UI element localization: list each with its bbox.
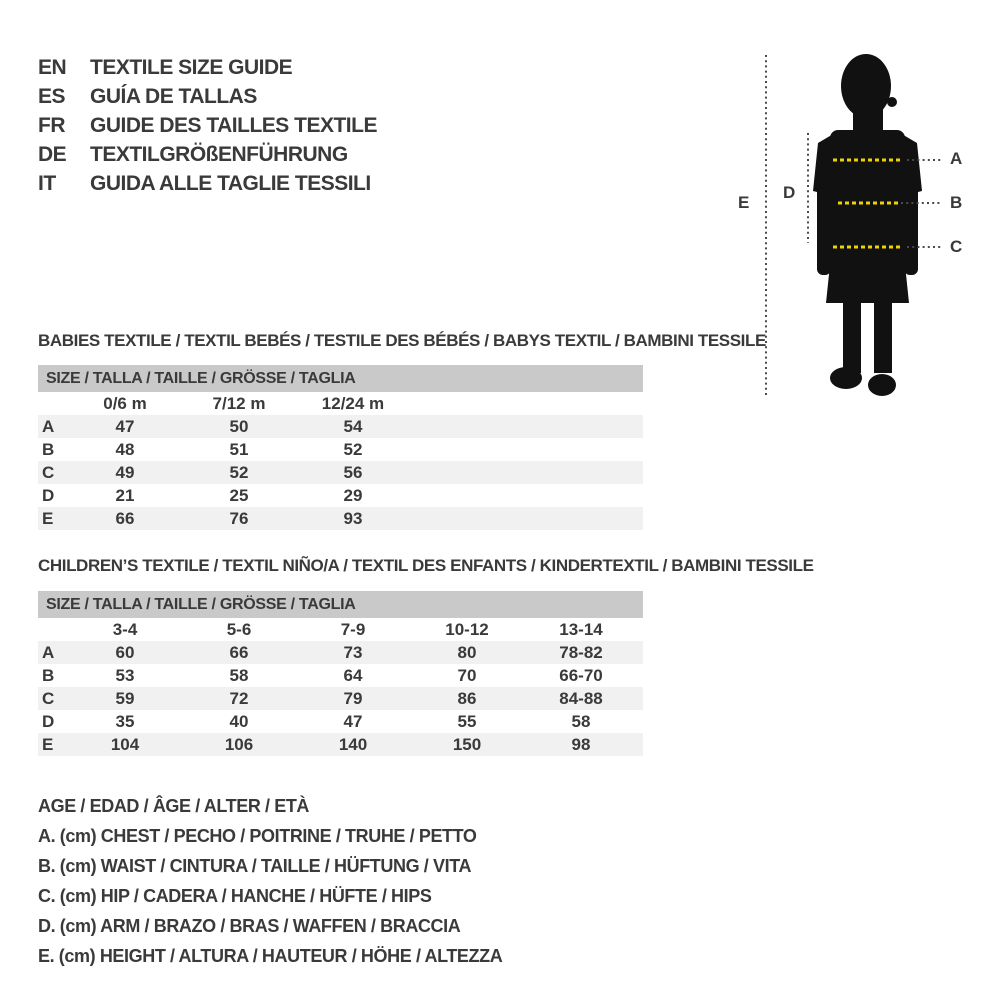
measurement-legend bbox=[38, 791, 502, 971]
table-cell: 56 bbox=[343, 463, 363, 482]
empty-cell bbox=[38, 392, 68, 415]
column-header: 7/12 m bbox=[212, 394, 266, 413]
label-height: E bbox=[738, 193, 750, 212]
guide-title: TEXTILE SIZE GUIDE bbox=[90, 56, 293, 79]
table-row bbox=[38, 641, 643, 664]
table-cell: 47 bbox=[115, 417, 135, 436]
language-title-list bbox=[38, 53, 377, 198]
language-row bbox=[38, 111, 377, 140]
table-cell: 54 bbox=[343, 417, 363, 436]
legend-hip: C. (cm) HIP / CADERA / HANCHE / HÜFTE / HIPS bbox=[38, 886, 432, 906]
table-cell: 55 bbox=[457, 712, 477, 731]
table-row bbox=[38, 461, 643, 484]
guide-title: GUIDA ALLE TAGLIE TESSILI bbox=[90, 172, 371, 195]
table-cell: 25 bbox=[229, 486, 249, 505]
guide-title: TEXTILGRÖßENFÜHRUNG bbox=[90, 143, 348, 166]
table-cell: 93 bbox=[343, 509, 363, 528]
legend-chest: A. (cm) CHEST / PECHO / POITRINE / TRUHE / PETTO bbox=[38, 826, 477, 846]
table-cell: 52 bbox=[343, 440, 363, 459]
row-label: C bbox=[42, 463, 55, 482]
label-hip: C bbox=[950, 237, 963, 256]
row-label: D bbox=[42, 486, 55, 505]
table-cell: 66 bbox=[115, 509, 135, 528]
table-cell: 47 bbox=[343, 712, 363, 731]
table-row bbox=[38, 415, 643, 438]
children-section-title: CHILDREN’S TEXTILE / TEXTIL NIÑO/A / TEXTIL DES ENFANTS / KINDERTEXTIL / BAMBINI TESSILE bbox=[38, 556, 814, 575]
empty-cell bbox=[38, 618, 68, 641]
table-cell: 52 bbox=[229, 463, 249, 482]
table-row bbox=[38, 507, 643, 530]
table-cell: 66 bbox=[229, 643, 249, 662]
table-row bbox=[38, 710, 643, 733]
column-header: 12/24 m bbox=[321, 394, 385, 413]
table-cell: 79 bbox=[343, 689, 363, 708]
column-header-row bbox=[38, 618, 643, 641]
language-code: IT bbox=[38, 172, 56, 195]
table-cell: 58 bbox=[229, 666, 249, 685]
table-cell: 51 bbox=[229, 440, 249, 459]
column-header: 3-4 bbox=[112, 620, 138, 639]
table-cell: 150 bbox=[452, 735, 482, 754]
children-size-table bbox=[38, 591, 643, 756]
language-code: EN bbox=[38, 56, 67, 79]
column-header: 0/6 m bbox=[103, 394, 147, 413]
table-cell: 53 bbox=[115, 666, 135, 685]
table-cell: 140 bbox=[338, 735, 368, 754]
table-cell: 76 bbox=[229, 509, 249, 528]
table-row bbox=[38, 733, 643, 756]
table-cell: 58 bbox=[571, 712, 591, 731]
table-cell: 64 bbox=[343, 666, 363, 685]
row-label: A bbox=[42, 417, 55, 436]
table-cell: 66-70 bbox=[559, 666, 603, 685]
child-silhouette-icon bbox=[813, 54, 922, 396]
table-cell: 59 bbox=[115, 689, 135, 708]
language-code: ES bbox=[38, 85, 66, 108]
table-row bbox=[38, 438, 643, 461]
row-label: D bbox=[42, 712, 55, 731]
table-cell: 40 bbox=[229, 712, 249, 731]
table-row bbox=[38, 664, 643, 687]
language-row bbox=[38, 169, 377, 198]
legend-waist: B. (cm) WAIST / CINTURA / TAILLE / HÜFTUNG / VITA bbox=[38, 856, 472, 876]
table-cell: 98 bbox=[571, 735, 591, 754]
guide-title: GUÍA DE TALLAS bbox=[90, 85, 257, 108]
table-cell: 48 bbox=[115, 440, 135, 459]
column-header: 10-12 bbox=[445, 620, 489, 639]
row-label: A bbox=[42, 643, 55, 662]
column-header: 7-9 bbox=[340, 620, 366, 639]
measurement-figure bbox=[735, 45, 995, 407]
table-cell: 106 bbox=[224, 735, 254, 754]
language-row bbox=[38, 82, 377, 111]
row-label: E bbox=[42, 509, 54, 528]
table-cell: 35 bbox=[115, 712, 135, 731]
row-label: B bbox=[42, 666, 55, 685]
legend-age: AGE / EDAD / ÂGE / ALTER / ETÀ bbox=[38, 796, 310, 816]
legend-arm: D. (cm) ARM / BRAZO / BRAS / WAFFEN / BRACCIA bbox=[38, 916, 461, 936]
table-cell: 29 bbox=[343, 486, 363, 505]
table-row bbox=[38, 687, 643, 710]
table-cell: 84-88 bbox=[559, 689, 603, 708]
column-header: 13-14 bbox=[559, 620, 603, 639]
table-cell: 73 bbox=[343, 643, 363, 662]
table-cell: 78-82 bbox=[559, 643, 603, 662]
table-cell: 49 bbox=[115, 463, 135, 482]
table-cell: 104 bbox=[110, 735, 140, 754]
language-row bbox=[38, 140, 377, 169]
row-label: E bbox=[42, 735, 54, 754]
label-arm: D bbox=[783, 183, 796, 202]
table-cell: 72 bbox=[229, 689, 249, 708]
table-cell: 50 bbox=[229, 417, 249, 436]
language-code: FR bbox=[38, 114, 65, 137]
table-cell: 21 bbox=[115, 486, 135, 505]
column-header: 5-6 bbox=[226, 620, 252, 639]
size-header-bar: SIZE / TALLA / TAILLE / GRÖSSE / TAGLIA bbox=[38, 365, 643, 392]
label-waist: B bbox=[950, 193, 963, 212]
babies-size-table bbox=[38, 365, 643, 530]
language-code: DE bbox=[38, 143, 67, 166]
language-row bbox=[38, 53, 377, 82]
column-header-row bbox=[38, 392, 643, 415]
size-header-bar: SIZE / TALLA / TAILLE / GRÖSSE / TAGLIA bbox=[38, 591, 643, 618]
table-row bbox=[38, 484, 643, 507]
babies-section-title: BABIES TEXTILE / TEXTIL BEBÉS / TESTILE DES BÉBÉS / BABYS TEXTIL / BAMBINI TESSILE bbox=[38, 331, 766, 350]
row-label: C bbox=[42, 689, 55, 708]
measurement-diagram bbox=[735, 45, 995, 407]
table-cell: 86 bbox=[457, 689, 477, 708]
guide-title: GUIDE DES TAILLES TEXTILE bbox=[90, 114, 377, 137]
row-label: B bbox=[42, 440, 55, 459]
table-cell: 60 bbox=[115, 643, 135, 662]
table-cell: 70 bbox=[457, 666, 477, 685]
label-chest: A bbox=[950, 149, 963, 168]
table-cell: 80 bbox=[457, 643, 477, 662]
legend-height: E. (cm) HEIGHT / ALTURA / HAUTEUR / HÖHE / ALTEZZA bbox=[38, 946, 503, 966]
